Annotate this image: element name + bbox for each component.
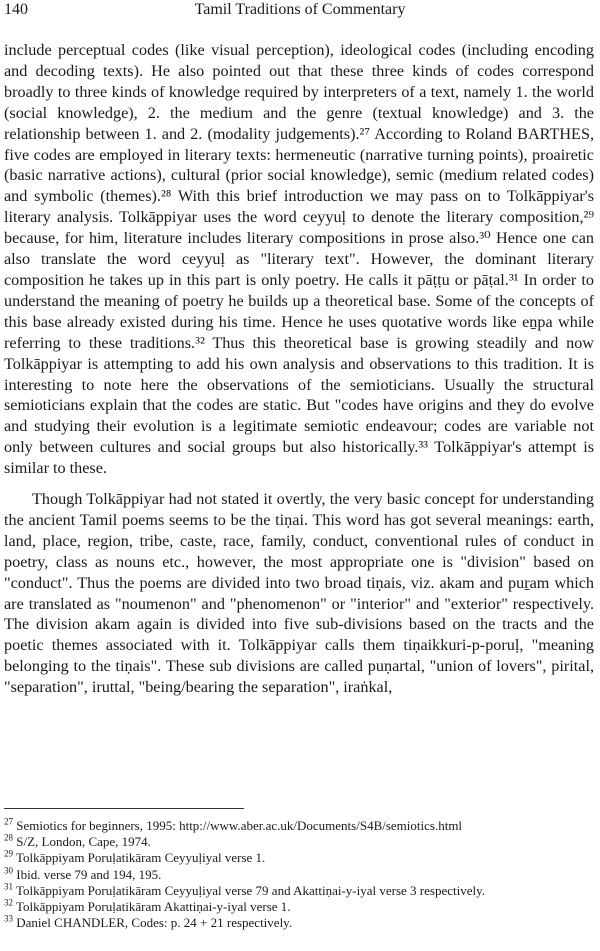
running-title: Tamil Traditions of Commentary <box>194 1 406 18</box>
footnotes <box>4 818 596 931</box>
page-number: 140 <box>4 1 28 18</box>
footnote-number: 32 <box>4 897 13 908</box>
footnote-text: Tolkāppiyam Poruḷatikāram Ceyyuḷiyal verse 1. <box>16 850 266 866</box>
footnote <box>4 850 596 866</box>
paragraph: Though Tolkāppiyar had not stated it overtly, the very basic concept for understanding the ancient Tamil poems seems to be the tiṇai. This word has got several meanings: earth, land, place, region, tribe, caste, race, family, conduct, conventional rules of conduct in poetry, class as nouns etc., however, the most appropriate one is "division" based on "conduct". Thus the poems are divided into two broad tiṇais, viz. akam and puṟam which are translated as "noumenon" and "phenomenon" or "interior" and "exterior" respectively. The division akam again is divided into five sub-divisions based on the tracts and the poetic themes associated with it. Tolkāppiyar calls them tiṇaikkuri-p-poruḷ, "meaning belonging to the tiṇais". These sub divisions are called puṇartal, "union of lovers", pirital, "separation", iruttal, "being/bearing the separation", iraṅkal, <box>4 490 594 697</box>
footnote-number: 27 <box>4 816 13 827</box>
footnote <box>4 867 596 883</box>
footnote-text: Tolkāppiyam Poruḷatikāram Akattiṇai-y-iyal verse 1. <box>16 899 291 915</box>
footnote-number: 30 <box>4 865 13 876</box>
footnote-number: 28 <box>4 832 13 843</box>
body-text <box>4 40 594 698</box>
footnote-divider <box>4 808 244 809</box>
footnote <box>4 883 596 899</box>
footnote <box>4 818 596 834</box>
page-header <box>0 0 600 22</box>
footnote-number: 31 <box>4 881 13 892</box>
footnote-number: 33 <box>4 913 13 924</box>
footnote <box>4 915 596 931</box>
footnote-text: Ibid. verse 79 and 194, 195. <box>16 866 162 882</box>
footnote-text: Semiotics for beginners, 1995: http://www.aber.ac.uk/Documents/S4B/semiotics.html <box>16 818 463 833</box>
paragraph: include perceptual codes (like visual perception), ideological codes (including encoding and decoding texts). He also pointed out that these three kinds of codes correspond broadly to three kinds of knowledge required by interpreters of a text, namely 1. the world (social knowledge), 2. the medium and the genre (textual knowledge) and 3. the relationship between 1. and 2. (modality judgements).²⁷ According to Roland BARTHES, five codes are employed in literary texts: hermeneutic (narrative turning points), proairetic (basic narrative actions), cultural (prior social knowledge), semic (medium related codes) and symbolic (themes).²⁸ With this brief introduction we may pass on to Tolkāppiyar's literary analysis. Tolkāppiyar uses the word ceyyuḷ to denote the literary composition,²⁹ because, for him, literature includes literary compositions in prose also.³⁰ Hence one can also translate the word ceyyuḷ as "literary text". However, the dominant literary composition he takes up in this part is only poetry. He calls it pāṭṭu or pāṭal.³¹ In order to understand the meaning of poetry he builds up a theoretical base. Some of the concepts of this base already existed during his time. Hence he uses quotative words like eṉpa while referring to these traditions.³² Thus this theoretical base is growing steadily and now Tolkāppiyar is attempting to add his own analysis and observations to this tradition. It is interesting to note here the observations of the semioticians. Usually the structural semioticians explain that the codes are static. But "codes have origins and they do evolve and studying their evolution is a legitimate semiotic endeavour; codes are variable not only between cultures and social groups but also historically.³³ Tolkāppiyar's attempt is similar to these. <box>4 41 594 478</box>
footnote <box>4 899 596 915</box>
footnote-number: 29 <box>4 849 13 860</box>
footnote-text: Daniel CHANDLER, Codes: p. 24 + 21 respectively. <box>16 915 293 931</box>
footnote-text: Tolkāppiyam Poruḷatikāram Ceyyuḷiyal verse 79 and Akattiṇai-y-iyal verse 3 respectively. <box>16 882 486 898</box>
footnote <box>4 834 596 850</box>
footnote-text: S/Z, London, Cape, 1974. <box>16 834 151 850</box>
